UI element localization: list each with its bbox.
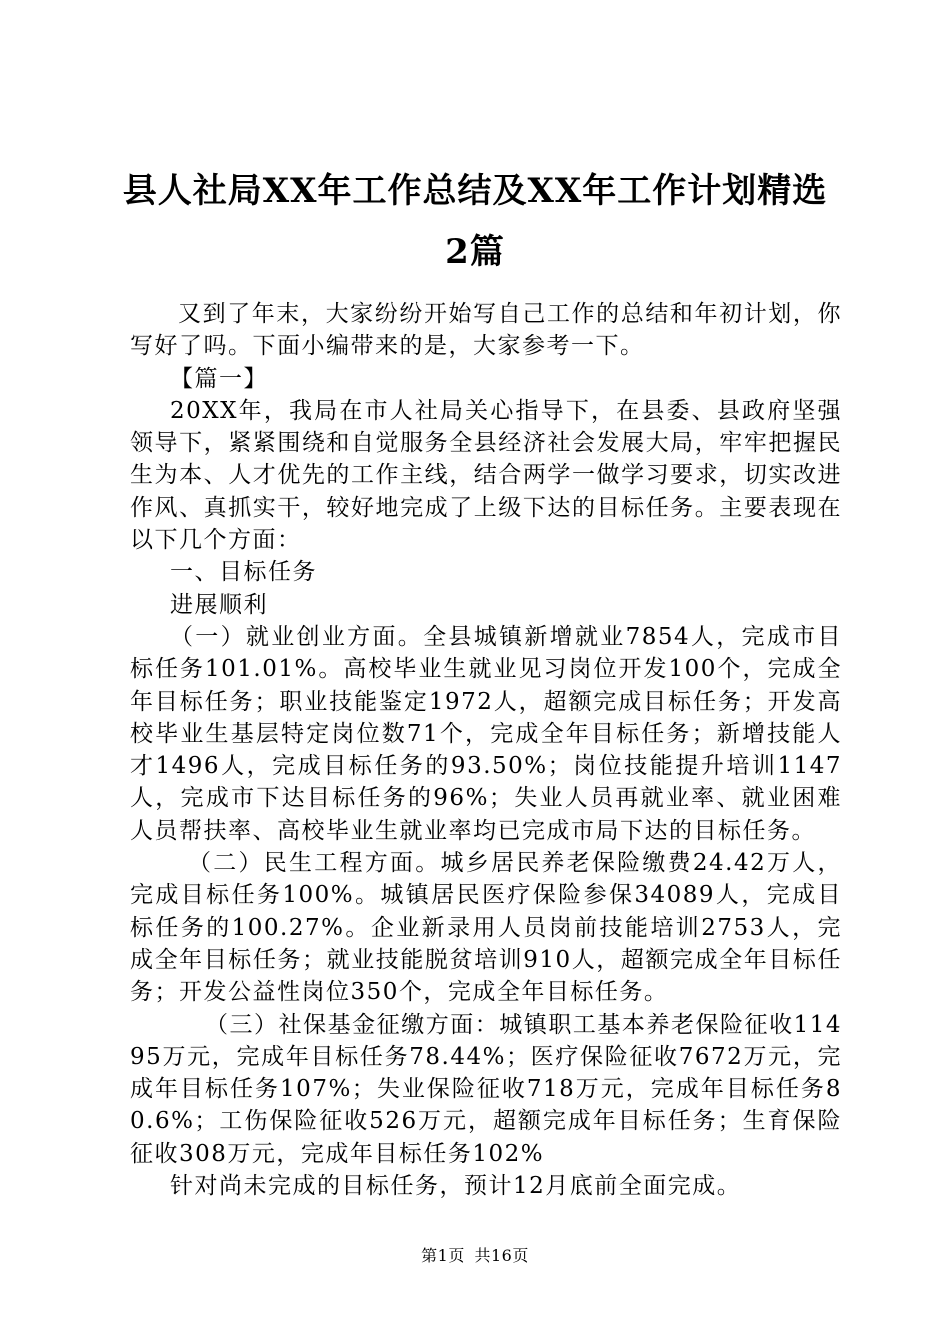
- paragraph-social-security-fund: （三）社保基金征缴方面：城镇职工基本养老保险征收11495万元，完成年目标任务78.44%；医疗保险征收7672万元，完成年目标任务107%；失业保险征收718万元，完成年目标任务80.6%；工伤保险征收526万元，超额完成年目标任务；生育保险征收308万元，完成年目标任务102%: [130, 1011, 842, 1167]
- paragraph-employment: （一）就业创业方面。全县城镇新增就业7854人，完成市目标任务101.01%。高校毕业生就业见习岗位开发100个，完成全年目标任务；职业技能鉴定1972人，超额完成目标任务；开发高校毕业生基层特定岗位数71个，完成全年目标任务；新增技能人才1496人，完成目标任务的93.50%；岗位技能提升培训1147人，完成市下达目标任务的96%；失业人员再就业率、就业困难人员帮扶率、高校毕业生就业率均已完成市局下达的目标任务。: [130, 623, 842, 844]
- paragraph-closing: 针对尚未完成的目标任务，预计12月底前全面完成。: [170, 1173, 742, 1200]
- section-heading-part-one: 【篇一】: [170, 365, 268, 392]
- document-title: 县人社局XX年工作总结及XX年工作计划精选: [122, 171, 828, 211]
- page-total: 共16页: [474, 1246, 529, 1265]
- subheading-progress: 进展顺利: [170, 591, 268, 618]
- subheading-targets: 一、目标任务: [170, 559, 317, 586]
- document-title-continued: 2篇: [445, 232, 505, 272]
- paragraph-summary: 20XX年，我局在市人社局关心指导下，在县委、县政府坚强领导下，紧紧围绕和自觉服务全县经济社会发展大局，牢牢把握民生为本、人才优先的工作主线，结合两学一做学习要求，切实改进作风、真抓实干，较好地完成了上级下达的目标任务。主要表现在以下几个方面：: [130, 397, 842, 554]
- paragraph-livelihood: （二）民生工程方面。城乡居民养老保险缴费24.42万人，完成目标任务100%。城镇居民医疗保险参保34089人，完成目标任务的100.27%。企业新录用人员岗前技能培训2753人，完成全年目标任务；就业技能脱贫培训910人，超额完成全年目标任务；开发公益性岗位350个，完成全年目标任务。: [130, 850, 842, 1006]
- page-footer: [0, 1243, 950, 1266]
- paragraph-intro: 又到了年末，大家纷纷开始写自己工作的总结和年初计划，你写好了吗。下面小编带来的是，大家参考一下。: [130, 301, 842, 360]
- document-body: [130, 298, 842, 1202]
- page-number: 第1页: [421, 1246, 465, 1265]
